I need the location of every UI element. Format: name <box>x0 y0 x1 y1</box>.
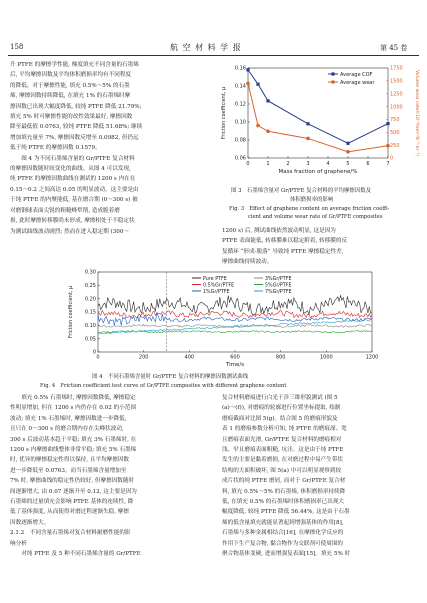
fig4-ylabel: Friction coefficient, μ <box>68 285 74 339</box>
fig3-legend-wear: Average wear <box>340 80 375 86</box>
figure-4 <box>60 268 380 370</box>
fig4-ytick-label: 0.30 <box>84 269 96 276</box>
fig3-point <box>256 124 260 128</box>
journal-title: 航 空 材 料 学 报 <box>170 43 242 52</box>
fig4-legend-label: 1%Gr/PTFE <box>203 289 230 295</box>
text-line: 纯 PTFE 的摩擦因数曲线在测试的 1200 s 内在在 <box>10 176 136 183</box>
fig3-y2label: Volume wear rate/(10⁻⁶mm³·N⁻¹·m⁻¹) <box>414 69 419 157</box>
text-line: 进一步降低至 0.0763。而当石墨烯含量增加至 <box>10 467 127 474</box>
text-line: 升 PTFE 的摩擦学性能, 梯度填充不同含量的石墨烯 <box>10 62 139 68</box>
text-line: 烯的低含量填充就能显著起到增强基体的作用[8], <box>222 519 344 526</box>
text-line: 填充 0.5% 石墨烯时, 摩擦因数降低, 摩擦稳定 <box>10 395 136 401</box>
text-line: PTFE 表面能低, 转移膜难以稳定附着, 转移膜的反 <box>222 238 348 245</box>
fig4-xlabel: Time/s <box>225 362 245 368</box>
fig3-point <box>266 99 269 102</box>
fig4-xtick-label: 1200 <box>365 354 379 361</box>
fig3-ytick-label: 0.08 <box>234 137 246 144</box>
text-line: 磨痕截面对比图 5(g)。结合图 5 的磨痕形貌及 <box>222 415 338 422</box>
fig4-series-line <box>98 310 372 317</box>
text-line: 响分析 <box>10 540 27 547</box>
fig3-y2tick-label: 250 <box>390 142 400 149</box>
header-rule <box>8 55 419 56</box>
fig4-legend-label: 3%Gr/PTFE <box>265 276 292 282</box>
fig3-point <box>246 82 250 86</box>
fig3-y2tick-label: 1250 <box>390 91 403 98</box>
fig3-point <box>256 83 259 86</box>
text-line: 复循环 “形成-脱落” 导致纯 PTFE 摩擦稳定性差, <box>222 248 344 255</box>
fig3-ytick-label: 0.10 <box>234 119 246 126</box>
text-line: 低了基体强度, 从而使得对磨过程逐渐失稳, 摩擦 <box>10 509 129 516</box>
text-line: 成片状的纯 PTFE 磨屑, 而对于 Gr/PTFE 复合材 <box>222 478 346 485</box>
text-line: 复合材料磨痕进行白光干涉三维形貌测试 (图 5 <box>222 395 338 401</box>
text-line: 波动; 填充 1% 石墨烯时, 摩擦因数进一步降低, <box>10 415 127 422</box>
left-column-text <box>10 60 210 237</box>
text-line: 擦因数已出现大幅度降低, 较纯 PTFE 降低 21.79%; <box>10 103 142 110</box>
text-line: 聚合物基体变硬, 进而增强复表面[15]。填充 5% 时 <box>222 551 351 558</box>
text-line: 且磨痕表面光滑, Gr/PTFE 复合材料的磨痕相对 <box>222 436 342 443</box>
fig4-ytick-label: 0.05 <box>84 336 96 343</box>
fig3-caption-en: Fig. 3 Effect of graphene content on average friction coeffi- <box>229 206 390 212</box>
text-line: 结构的大面积破坏, 图 5(a) 中可以明显观察到较 <box>222 467 342 474</box>
fig3-point <box>346 150 350 154</box>
fig4-caption-cn: 图 4 不同石墨烯含量时 Gr/PTFE 复合材料的摩擦因数测试曲线 <box>92 374 249 380</box>
text-line: 7% 时, 摩擦曲线的稳定性仍较好, 但摩擦因数随时 <box>10 478 135 485</box>
fig3-chart <box>218 62 423 182</box>
fig3-xtick-label: 3 <box>306 161 310 167</box>
fig4-xtick-label: 800 <box>275 354 286 361</box>
fig3-caption-cn: 图 3 石墨烯含量对 Gr/PTFE 复合材料的平均摩擦因数及 <box>231 188 371 194</box>
text-line: 于纯 PTFE 的内聚能低, 基在磨合期 (0～300 s) 被 <box>10 197 138 204</box>
fig3-xtick-label: 6 <box>366 161 370 167</box>
fig3-xtick-label: 1 <box>266 161 270 167</box>
fig3-ytick-label: 0.16 <box>234 65 246 72</box>
fig4-xtick-label: 600 <box>230 354 240 361</box>
fig3-y2tick-label: 0 <box>390 155 394 162</box>
fig3-xtick-label: 2 <box>286 161 290 167</box>
fig4-legend-label: 0.5%Gr/PTFE <box>203 283 235 289</box>
fig3-ytick-label: 0.06 <box>234 155 246 162</box>
text-line: 低, 在填充 0.5% 的石墨烯时体积磨损率已出现大 <box>222 499 345 506</box>
figure-3 <box>218 62 423 182</box>
text-line: 2.1.2 不同含量石墨烯对复合材料耐磨性能的影 <box>10 530 131 537</box>
fig3-ytick-label: 0.12 <box>234 101 246 108</box>
lower-right-text <box>222 393 422 560</box>
fig3-caption-en-2: cient and volume wear rate of Gr/PTFE composites <box>248 214 383 220</box>
text-line: 降至最低值 0.0763, 较纯 PTFE 降低 51.68%; 继续 <box>10 124 143 131</box>
lower-left-text <box>10 393 210 560</box>
fig4-ytick-label: 0.10 <box>84 323 96 330</box>
text-line: 的降低。对于摩擦性能, 填充 0.5%～5% 的石墨 <box>10 82 130 89</box>
text-line: 时, 优异的摩擦稳定性得以保持, 且平均摩擦因数 <box>10 457 129 464</box>
fig4-series-line <box>98 296 372 316</box>
page-number: 158 <box>10 43 24 51</box>
fig4-chart <box>60 268 380 370</box>
text-line: (a)～(f)), 对磨痕的轮廓进行位置坐标提取, 绘制 <box>222 405 341 412</box>
text-line: 低于纯 PTFE 的摩擦因数 0.1579。 <box>10 145 101 152</box>
text-line: 性明显增加, 但在 1200 s 内仍存在 0.02 的小范围 <box>10 405 136 412</box>
fig4-ytick-label: 0.25 <box>84 283 96 290</box>
text-line: 1200 s 内摩擦曲线整体非常平稳; 填充 5% 石墨烯 <box>10 447 137 454</box>
fig4-xtick-label: 1000 <box>319 354 333 361</box>
fig3-series-line <box>248 83 388 151</box>
text-line: 浅、窄且磨痕表面粗糙, 坑洼。这是由于纯 PTFE <box>222 447 344 454</box>
text-line: 对磨钢球表面尖锐的粗糙峰犁削, 造成脆着磨 <box>10 207 120 214</box>
fig4-legend-label: 5%Gr/PTFE <box>265 283 292 289</box>
text-line: 且只在 0～300 s 的磨合期内存在尖峰状波动, <box>10 426 124 433</box>
text-line: 料, 填充 0.5%～5% 的石墨烯, 体积磨损率持续降 <box>222 488 346 495</box>
text-line: 摩擦曲线持续波动。 <box>222 259 273 266</box>
fig3-point <box>386 144 390 148</box>
text-line: 作用下生产复合物, 黏合物作为交联剂可使周围的 <box>222 540 344 547</box>
fig3-point <box>306 137 310 141</box>
fig3-point <box>246 68 249 71</box>
fig3-point <box>346 142 349 145</box>
text-line: 石墨烯与多种金属相结合[16], 在摩擦化学反应的 <box>222 530 344 537</box>
fig3-y2tick-label: 1500 <box>390 78 403 85</box>
fig4-xtick-label: 400 <box>184 354 195 361</box>
fig3-y2tick-label: 1750 <box>390 65 403 72</box>
fig4-ytick-label: 0 <box>92 349 96 356</box>
fig4-plot-frame <box>98 272 372 352</box>
fig4-xtick-label: 200 <box>138 354 149 361</box>
fig3-point <box>266 129 270 133</box>
text-line: 图 4 为不同石墨烯含量的 Gr/PTFE 复合材料 <box>10 155 135 162</box>
fig4-xtick-label: 0 <box>96 354 100 361</box>
text-line: 后, 平均摩擦因数及平均体积磨损率均有不同程度 <box>10 72 132 79</box>
fig4-ytick-label: 0.15 <box>84 309 96 316</box>
fig3-xtick-label: 0 <box>246 161 250 167</box>
fig3-legend-cof: Average COF <box>340 72 373 78</box>
fig3-legend-marker-cof <box>331 72 334 75</box>
text-line: 1200 s) 后, 测试曲线依然波动明显, 这是因为 <box>222 228 336 234</box>
text-line: 石墨烯的过量填充会影响 PTFE 基体的连续性, 降 <box>10 499 134 506</box>
fig4-legend-label: Pure PTFE <box>203 276 227 282</box>
text-line: 表 1 的磨痕参数分析可知, 纯 PTFE 的磨痕深、宽 <box>222 426 347 433</box>
text-line: 间逐渐增大, 由 0.07 逐渐升至 0.12, 这主要是因为 <box>10 488 137 495</box>
fig4-legend-label: 7%Gr/PTFE <box>265 289 292 295</box>
text-line: 300 s 后波动基本趋于平稳; 填充 3% 石墨烯时, 在 <box>10 436 137 443</box>
fig3-point <box>386 122 389 125</box>
fig3-xtick-label: 5 <box>346 161 350 167</box>
fig3-y2tick-label: 1000 <box>390 104 403 111</box>
fig4-caption-en: Fig. 4 Friction coefficient test curve of Gr/PTFE composites with different graphene content <box>40 383 287 389</box>
fig3-y2tick-label: 750 <box>390 117 400 124</box>
text-line: 因数逐渐增大。 <box>10 519 50 526</box>
fig3-legend-marker-wear <box>331 80 335 84</box>
text-line: 0.15～0.2 之间高达 0.05 的明显波动。这主要是由 <box>10 186 139 193</box>
fig3-xtick-label: 4 <box>326 161 330 167</box>
text-line: 烯, 摩擦因数持续降低, 在填充 1% 的石墨烯时摩 <box>10 93 131 100</box>
fig3-xlabel: Mass fraction of graphene/% <box>278 169 358 175</box>
text-line: 增加填充量至 7%, 摩擦因数反增至 0.0982, 但仍远 <box>10 134 139 141</box>
fig3-xtick-label: 7 <box>386 161 390 167</box>
fig3-ytick-label: 0.14 <box>234 83 246 90</box>
text-line: 为测试曲线波动剧烈; 然而在进入稳定期 (300～ <box>10 228 129 235</box>
text-line: 发生的主要是黏着磨损, 在对磨过程中易产生带状 <box>222 457 344 464</box>
fig3-point <box>306 122 309 125</box>
fig3-caption-cn-2: 体积磨损率的影响 <box>290 197 334 203</box>
fig4-ytick-label: 0.20 <box>84 296 96 303</box>
text-line: 填充 5% 时可摩擦性能的改性效果最好, 摩擦因数 <box>10 114 133 121</box>
volume-label: 第 45 卷 <box>380 44 408 52</box>
fig3-ylabel: Friction coefficient, μ <box>221 86 227 140</box>
fig3-y2tick-label: 500 <box>390 129 400 136</box>
text-line: 的摩擦因数随时间变化的曲线。从图 4 可以发现, <box>10 166 131 173</box>
text-line: 损, 此时摩擦转移膜尚未形成, 摩擦相处于不稳定状 <box>10 218 135 225</box>
text-line: 幅度降低, 较纯 PTFE 降低 56.44%, 这是由于石墨 <box>222 509 350 516</box>
right-column-text <box>222 226 422 268</box>
text-line: 对纯 PTFE 及 5 种不同石墨烯含量的 Gr/PTFE <box>10 551 141 558</box>
